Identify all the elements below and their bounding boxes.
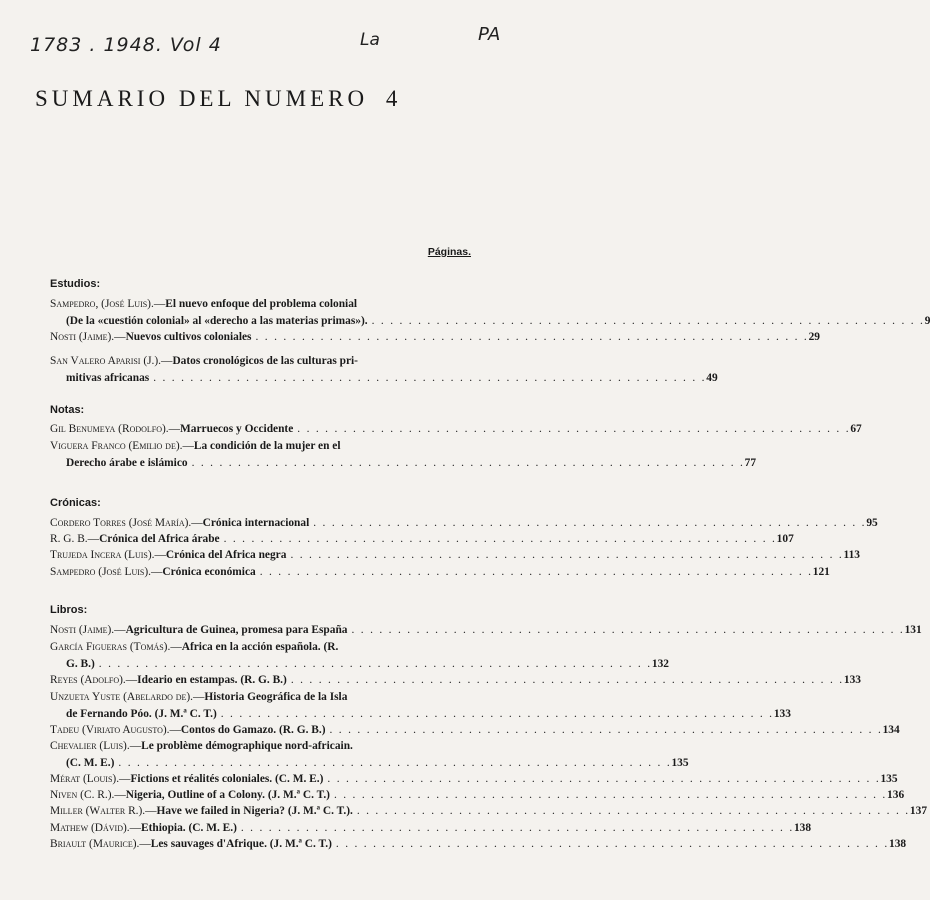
dot-leader: . . . . . . . . . . . . . . . . . . . . . . . . . . . . . . . . . . . . . . . . . . . . . . . . . . . . . . . . . . . . [356, 805, 910, 817]
dot-leader [345, 438, 445, 455]
dot-leader: . . . . . . . . . . . . . . . . . . . . . . . . . . . . . . . . . . . . . . . . . . . . . . . . . . . . . . . . . . . . [335, 838, 889, 850]
toc-line [50, 706, 791, 723]
entry-text [50, 353, 358, 370]
page-number [444, 438, 468, 455]
entry-author: Viguera Franco (Emilio de).— [50, 440, 194, 452]
entry-author: Miller (Walter R.).— [50, 805, 157, 817]
page-number: 67 [850, 423, 862, 435]
entry-text [50, 771, 323, 788]
entry-title: Datos cronológicos de las culturas pri- [172, 355, 358, 367]
toc-entry [50, 820, 812, 837]
toc-line [50, 836, 907, 853]
dot-leader: . . . . . . . . . . . . . . . . . . . . . . . . . . . . . . . . . . . . . . . . . . . . . . . . . . . . . . . . . . . . [220, 707, 774, 720]
entry-title: Agricultura de Guinea, promesa para España [125, 624, 348, 636]
entry-title: Le problème démographique nord-africain. [141, 740, 353, 752]
entry-text [66, 755, 114, 772]
title-text: SUMARIO DEL NUMERO [35, 86, 369, 111]
dot-leader: . . . . . . . . . . . . . . . . . . . . . . . . . . . . . . . . . . . . . . . . . . . . . . . . . . . . . . . . . . . . [191, 456, 745, 469]
page-number [444, 353, 468, 370]
page-number: 133 [773, 707, 791, 720]
toc-entry [50, 515, 878, 532]
toc-line [50, 803, 928, 820]
entry-text [50, 547, 286, 564]
toc-entry [50, 639, 669, 672]
dot-leader: . . . . . . . . . . . . . . . . . . . . . . . . . . . . . . . . . . . . . . . . . . . . . . . . . . . . . . . . . . . . [297, 423, 851, 435]
toc-entry [50, 803, 928, 820]
toc-entry [50, 836, 907, 853]
entry-title: Historia Geográfica de la Isla [204, 691, 348, 703]
toc-line [50, 689, 468, 706]
toc-line [50, 722, 900, 739]
toc-entry [50, 787, 905, 804]
entry-author: Sampedro (José Luis).— [50, 566, 163, 578]
dot-leader: . . . . . . . . . . . . . . . . . . . . . . . . . . . . . . . . . . . . . . . . . . . . . . . . . . . . . . . . . . . . [371, 314, 925, 327]
dot-leader: . . . . . . . . . . . . . . . . . . . . . . . . . . . . . . . . . . . . . . . . . . . . . . . . . . . . . . . . . . . . [153, 371, 707, 384]
dot-leader: . . . . . . . . . . . . . . . . . . . . . . . . . . . . . . . . . . . . . . . . . . . . . . . . . . . . . . . . . . . . [240, 822, 794, 834]
entry-title: Crónica económica [162, 566, 256, 578]
toc-line [50, 515, 878, 532]
entry-author: Reyes (Adolfo).— [50, 674, 138, 686]
entry-author: Trujeda Incera (Luis).— [50, 549, 166, 561]
toc-entry [50, 738, 689, 771]
dot-leader: . . . . . . . . . . . . . . . . . . . . . . . . . . . . . . . . . . . . . . . . . . . . . . . . . . . . . . . . . . . . [290, 674, 844, 686]
dot-leader: . . . . . . . . . . . . . . . . . . . . . . . . . . . . . . . . . . . . . . . . . . . . . . . . . . . . . . . . . . . . [313, 517, 867, 529]
dot-leader [357, 738, 444, 755]
entry-text [50, 672, 287, 689]
toc-entry [50, 547, 860, 564]
entry-author: Mérat (Louis).— [50, 773, 131, 785]
handwritten-catalog-note: 1783 . 1948. Vol 4 [30, 34, 222, 56]
entry-text [66, 313, 368, 330]
section-heading: Libros: [50, 604, 88, 616]
dot-leader: . . . . . . . . . . . . . . . . . . . . . . . . . . . . . . . . . . . . . . . . . . . . . . . . . . . . . . . . . . . . [290, 549, 844, 561]
section-heading: Notas: [50, 404, 85, 416]
toc-line [50, 370, 718, 387]
toc-line [50, 421, 862, 438]
toc-entry [50, 329, 820, 346]
entry-text [50, 803, 353, 820]
entry-title: mitivas africanas [66, 371, 150, 384]
entry-text [50, 296, 357, 313]
toc-line [50, 656, 669, 673]
entry-title: Africa en la acción española. (R. [181, 641, 339, 653]
entry-title: El nuevo enfoque del problema colonial [165, 298, 358, 310]
toc-entry [50, 353, 718, 386]
entry-title: G. B.) [66, 657, 95, 670]
entry-text [50, 639, 338, 656]
pages-column-header: Páginas. [427, 246, 471, 258]
dot-leader [351, 689, 444, 706]
entry-text [50, 820, 237, 837]
page-number: 134 [882, 724, 900, 736]
toc-line [50, 329, 820, 346]
page-number: 136 [887, 789, 905, 801]
toc-line [50, 547, 860, 564]
entry-text [50, 689, 347, 706]
entry-title: Have we failed in Nigeria? (J. M.ª C. T.). [156, 805, 353, 817]
toc-entry [50, 564, 830, 581]
toc-line [50, 438, 468, 455]
entry-text [50, 622, 348, 639]
page-number: 135 [671, 756, 689, 769]
entry-author: Sampedro, (José Luis).— [50, 298, 166, 310]
page-number: 121 [812, 566, 830, 578]
page-number: 138 [793, 822, 812, 834]
entry-title: Ethiopia. (C. M. E.) [141, 822, 237, 834]
toc-entry [50, 689, 791, 722]
dot-leader: . . . . . . . . . . . . . . . . . . . . . . . . . . . . . . . . . . . . . . . . . . . . . . . . . . . . . . . . . . . . [223, 533, 777, 545]
handwritten-la-note: La [360, 30, 380, 50]
entry-author: García Figueras (Tomás).— [50, 641, 182, 653]
entry-text [50, 564, 256, 581]
entry-text [50, 722, 326, 739]
toc-line [50, 622, 922, 639]
page-number: 133 [843, 674, 861, 686]
entry-title: Nuevos cultivos coloniales [125, 331, 252, 343]
toc-line [50, 564, 830, 581]
toc-line [50, 771, 898, 788]
toc-line [50, 787, 905, 804]
toc-line [50, 455, 757, 472]
page-number: 113 [843, 549, 860, 561]
entry-title: Crónica del Africa árabe [99, 533, 220, 545]
entry-author: Gil Benumeya (Rodolfo).— [50, 423, 181, 435]
entry-author: Briault (Maurice).— [50, 838, 151, 850]
page-number: 135 [880, 773, 898, 785]
toc-line [50, 820, 812, 837]
toc-entry [50, 622, 922, 639]
entry-author: San Valero Aparisi (J.).— [50, 355, 173, 367]
toc-line [50, 639, 468, 656]
entry-text [50, 438, 341, 455]
entry-text [50, 515, 309, 532]
entry-title: Crónica internacional [202, 517, 310, 529]
toc-entry [50, 771, 898, 788]
entry-text [50, 421, 293, 438]
toc-line [50, 755, 689, 772]
toc-entry [50, 531, 794, 548]
entry-author: Chevalier (Luis).— [50, 740, 142, 752]
entry-author: Unzueta Yuste (Abelardo de).— [50, 691, 205, 703]
entry-title: de Fernando Póo. (J. M.ª C. T.) [66, 707, 217, 720]
entry-title: Marruecos y Occidente [180, 423, 294, 435]
dot-leader: . . . . . . . . . . . . . . . . . . . . . . . . . . . . . . . . . . . . . . . . . . . . . . . . . . . . . . . . . . . . [333, 789, 888, 801]
entry-title: Les sauvages d'Afrique. (J. M.ª C. T.) [150, 838, 332, 850]
dot-leader: . . . . . . . . . . . . . . . . . . . . . . . . . . . . . . . . . . . . . . . . . . . . . . . . . . . . . . . . . . . . [98, 657, 652, 670]
entry-title: (C. M. E.) [66, 756, 115, 769]
page-number: 138 [889, 838, 907, 850]
entry-text [50, 531, 220, 548]
dot-leader [361, 296, 444, 313]
entry-author: Nosti (Jaime).— [50, 624, 126, 636]
entry-author: Niven (C. R.).— [50, 789, 126, 801]
page-number: 49 [706, 371, 718, 384]
page-number: 9 [924, 314, 930, 327]
toc-line [50, 672, 861, 689]
entry-title: Crónica del Africa negra [165, 549, 287, 561]
dot-leader [362, 353, 444, 370]
entry-text [50, 329, 252, 346]
entry-author: Mathew (Dávid).— [50, 822, 142, 834]
section-heading: Crónicas: [50, 497, 101, 509]
page-number: 95 [866, 517, 878, 529]
toc-entry [50, 672, 861, 689]
entry-title: Contos do Gamazo. (R. G. B.) [180, 724, 326, 736]
page-number: 132 [651, 657, 669, 670]
dot-leader: . . . . . . . . . . . . . . . . . . . . . . . . . . . . . . . . . . . . . . . . . . . . . . . . . . . . . . . . . . . . [329, 724, 883, 736]
page-number: 131 [904, 624, 922, 636]
toc-line [50, 531, 794, 548]
page-number [444, 639, 468, 656]
entry-title: Derecho árabe e islámico [66, 456, 188, 469]
page-number [444, 689, 468, 706]
entry-text [66, 706, 217, 723]
entry-title: La condición de la mujer en el [193, 440, 341, 452]
entry-title: Ideario en estampas. (R. G. B.) [137, 674, 287, 686]
toc-entry [50, 296, 930, 329]
toc-line [50, 738, 468, 755]
entry-text [50, 738, 353, 755]
entry-text [66, 370, 149, 387]
page-number: 29 [808, 331, 820, 343]
dot-leader [342, 639, 444, 656]
issue-number: 4 [385, 86, 402, 111]
entry-author: Tadeu (Viriato Augusto).— [50, 724, 181, 736]
entry-text [66, 455, 188, 472]
toc-line [50, 313, 930, 330]
toc-entry [50, 722, 900, 739]
page-number [444, 738, 468, 755]
toc-entry [50, 438, 757, 471]
page-number: 107 [776, 533, 794, 545]
entry-text [66, 656, 95, 673]
entry-title: Nigeria, Outline of a Colony. (J. M.ª C. T.) [125, 789, 330, 801]
entry-text [50, 787, 330, 804]
toc-entry [50, 421, 862, 438]
dot-leader: . . . . . . . . . . . . . . . . . . . . . . . . . . . . . . . . . . . . . . . . . . . . . . . . . . . . . . . . . . . . [255, 331, 809, 343]
dot-leader: . . . . . . . . . . . . . . . . . . . . . . . . . . . . . . . . . . . . . . . . . . . . . . . . . . . . . . . . . . . . [327, 773, 881, 785]
entry-text [50, 836, 332, 853]
handwritten-corner-note: PA [478, 24, 501, 45]
page-number: 77 [744, 456, 757, 469]
page-title [35, 86, 485, 112]
section-heading: Estudios: [50, 278, 101, 290]
dot-leader: . . . . . . . . . . . . . . . . . . . . . . . . . . . . . . . . . . . . . . . . . . . . . . . . . . . . . . . . . . . . [259, 566, 813, 578]
page-number: 137 [909, 805, 928, 817]
entry-title: (De la «cuestión colonial» al «derecho a las materias primas»). [66, 314, 368, 327]
page-number [444, 296, 468, 313]
entry-author: Nosti (Jaime).— [50, 331, 126, 343]
dot-leader: . . . . . . . . . . . . . . . . . . . . . . . . . . . . . . . . . . . . . . . . . . . . . . . . . . . . . . . . . . . . [351, 624, 905, 636]
toc-line [50, 296, 468, 313]
entry-title: Fictions et réalités coloniales. (C. M. E.) [130, 773, 324, 785]
entry-author: R. G. B.— [50, 533, 100, 545]
toc-line [50, 353, 468, 370]
entry-author: Cordero Torres (José María).— [50, 517, 203, 529]
dot-leader: . . . . . . . . . . . . . . . . . . . . . . . . . . . . . . . . . . . . . . . . . . . . . . . . . . . . . . . . . . . . [118, 756, 672, 769]
